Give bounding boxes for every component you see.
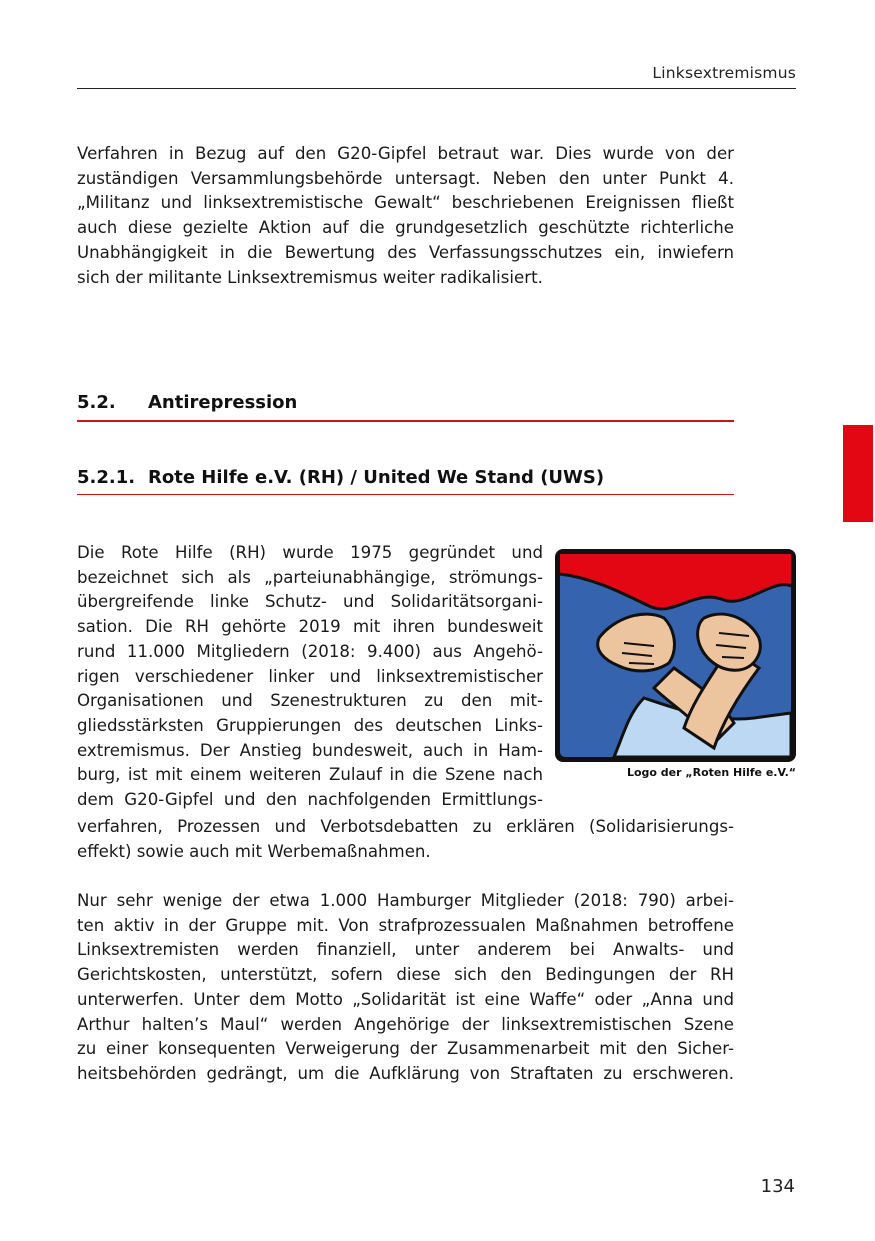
text-line: zu einer konsequenten Verweigerung der Zusammenarbeit mit den Sicher- — [77, 1039, 734, 1059]
chapter-side-tab — [843, 425, 873, 522]
text-line: verfahren, Prozessen und Verbotsdebatten zu erklären (Solidarisierungs- — [77, 817, 734, 836]
text-line: auch diese gezielte Aktion auf die grundgesetzlich geschützte richterliche — [77, 218, 734, 238]
text-line: rigen verschiedener linker und linksextremistischer — [77, 666, 543, 686]
text-line: sich der militante Linksextremismus weiter radikalisiert. — [77, 267, 543, 287]
text-line: unterwerfen. Unter dem Motto „Solidarität ist eine Waffe“ oder „Anna und — [77, 989, 734, 1009]
section-rule — [77, 420, 734, 422]
paragraph-intro — [77, 142, 734, 290]
paragraph-rote-hilfe-narrow — [77, 541, 543, 813]
paragraph-hamburg — [77, 889, 734, 1087]
text-line: gliedsstärksten Gruppierungen des deutschen Links- — [77, 715, 543, 735]
section-heading-antirepression — [77, 392, 734, 416]
text-line: rund 11.000 Mitgliedern (2018: 9.400) aus Angehö- — [77, 641, 543, 661]
subsection-rule — [77, 494, 734, 495]
text-line: ten aktiv in der Gruppe mit. Von strafprozessualen Maßnahmen betroffene — [77, 915, 734, 935]
text-line: „Militanz und linksextremistische Gewalt“ beschriebenen Ereignissen fließt — [77, 193, 734, 213]
text-line: heitsbehörden gedrängt, um die Aufklärung von Straftaten zu erschweren. — [77, 1063, 734, 1083]
text-line: bezeichnet sich als „parteiunabhängige, strömungs- — [77, 567, 543, 587]
page-number: 134 — [760, 1176, 795, 1197]
section-heading-rote-hilfe — [77, 467, 734, 491]
text-line: sation. Die RH gehörte 2019 mit ihren bundesweit — [77, 617, 543, 637]
figure-caption: Logo der „Roten Hilfe e.V.“ — [626, 766, 796, 779]
text-line: zuständigen Versammlungsbehörde untersagt. Neben den unter Punkt 4. — [77, 168, 734, 188]
text-line: Unabhängigkeit in die Bewertung des Verfassungsschutzes ein, inwiefern — [77, 242, 734, 262]
text-line: Die Rote Hilfe (RH) wurde 1975 gegründet und — [77, 543, 543, 562]
text-line: burg, ist mit einem weiteren Zulauf in die Szene nach — [77, 765, 543, 785]
section-title: Rote Hilfe e.V. (RH) / United We Stand (UWS) — [148, 467, 605, 488]
text-line: Linksextremisten werden finanziell, unter anderem bei Anwalts- und — [77, 940, 734, 960]
text-line: extremismus. Der Anstieg bundesweit, auch in Ham- — [77, 740, 543, 760]
section-title: Antirepression — [148, 392, 298, 413]
text-line: Arthur halten’s Maul“ werden Angehörige der linksextremistischen Szene — [77, 1014, 734, 1034]
section-number: 5.2.1. — [77, 467, 136, 488]
text-line: dem G20-Gipfel und den nachfolgenden Ermittlungs- — [77, 790, 543, 810]
text-line: Nur sehr wenige der etwa 1.000 Hamburger Mitglieder (2018: 790) arbei- — [77, 891, 734, 910]
section-number: 5.2. — [77, 392, 116, 413]
running-header: Linksextremismus — [652, 64, 796, 82]
text-line: Verfahren in Bezug auf den G20-Gipfel betraut war. Dies wurde von der — [77, 144, 734, 163]
paragraph-rote-hilfe-wide — [77, 815, 734, 864]
text-line: Organisationen und Szenestrukturen zu den mit- — [77, 691, 543, 711]
rote-hilfe-logo — [554, 548, 797, 763]
text-line: effekt) sowie auch mit Werbemaßnahmen. — [77, 841, 431, 861]
text-line: Gerichtskosten, unterstützt, sofern diese sich den Bedingungen der RH — [77, 965, 734, 985]
text-line: übergreifende linke Schutz- und Solidaritätsorgani- — [77, 592, 543, 612]
header-rule — [77, 88, 796, 89]
